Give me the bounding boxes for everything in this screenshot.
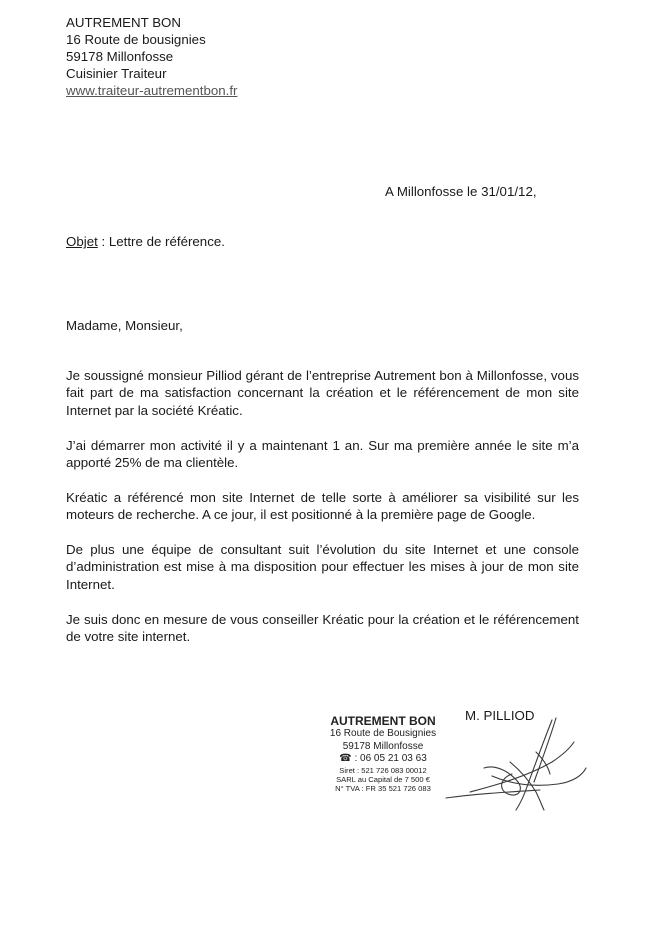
salutation: Madame, Monsieur, xyxy=(66,318,183,333)
object-text: : Lettre de référence. xyxy=(97,234,225,249)
stamp-phone: ☎ : 06 05 21 03 63 xyxy=(339,753,427,764)
date-line: A Millonfosse le 31/01/12, xyxy=(385,184,537,199)
stamp-siret: Siret : 521 726 083 00012 xyxy=(339,765,427,775)
letter-body xyxy=(66,367,579,663)
sender-block xyxy=(66,14,237,99)
handwritten-signature xyxy=(440,712,600,822)
object-line xyxy=(66,234,225,249)
stamp-street: 16 Route de Bousignies xyxy=(329,728,437,739)
stamp-company-name: AUTREMENT BON xyxy=(330,714,436,728)
body-paragraph: Je soussigné monsieur Pilliod gérant de l’entreprise Autrement bon à Millonfosse, vous fait part de ma satisfaction concernant la création et le référencement de mon site Internet par la société Kréatic. xyxy=(66,368,579,418)
stamp-tva: N° TVA : FR 35 521 726 083 xyxy=(335,784,431,794)
sender-website-link[interactable]: www.traiteur-autrementbon.fr xyxy=(66,83,238,98)
sender-profession: Cuisinier Traiteur xyxy=(66,66,167,81)
sender-city: 59178 Millonfosse xyxy=(66,49,174,64)
body-paragraph: Kréatic a référencé mon site Internet de telle sorte à améliorer sa visibilité sur les moteurs de recherche. A ce jour, il est positionné à la première page de Google. xyxy=(66,489,579,523)
stamp-capital: SARL au Capital de 7 500 € xyxy=(336,774,430,784)
body-paragraph: Je suis donc en mesure de vous conseiller Kréatic pour la création et le référencement de votre site internet. xyxy=(66,611,579,645)
body-paragraph: De plus une équipe de consultant suit l’évolution du site Internet et une console d’administration est mise à ma disposition pour effectuer les mises à jour de mon site Internet. xyxy=(66,542,579,592)
sender-company: AUTREMENT BON xyxy=(66,15,182,30)
company-stamp xyxy=(318,714,448,793)
stamp-city: 59178 Millonfosse xyxy=(342,740,424,752)
body-paragraph: J’ai démarrer mon activité il y a maintenant 1 an. Sur ma première année le site m’a apporté 25% de ma clientèle. xyxy=(66,437,579,471)
sender-street: 16 Route de bousignies xyxy=(66,32,206,47)
object-label: Objet xyxy=(66,234,98,249)
signer-name: M. PILLIOD xyxy=(465,708,535,723)
